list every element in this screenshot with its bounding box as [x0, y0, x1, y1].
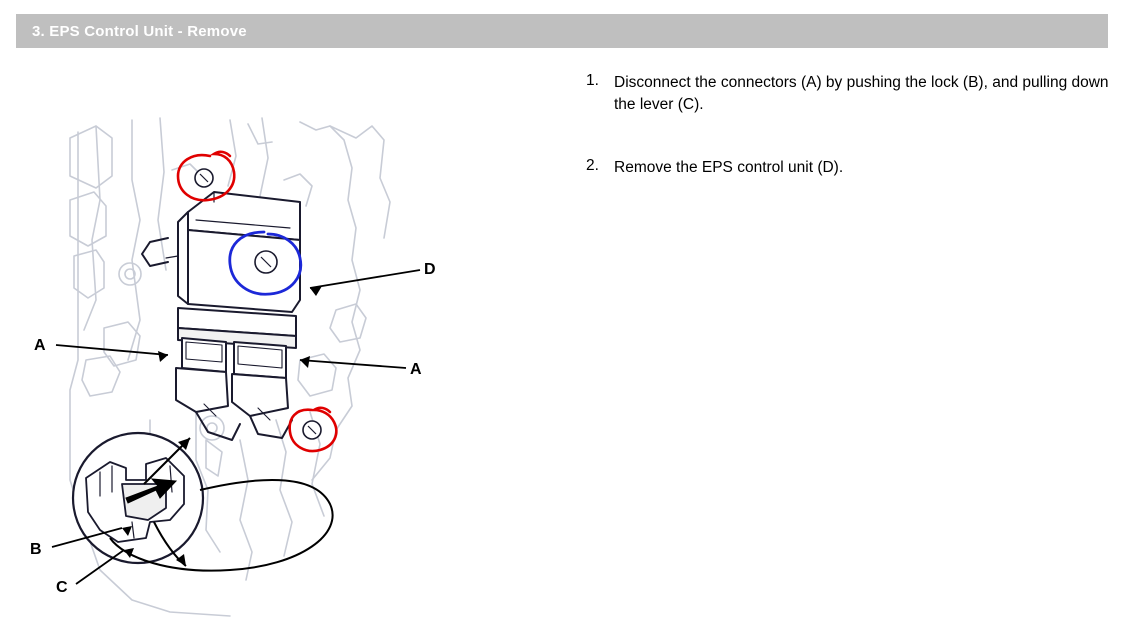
list-item	[586, 157, 1116, 179]
eps-control-unit-diagram	[0, 60, 580, 630]
callout-label-b: B	[30, 541, 42, 558]
instruction-number: 1.	[586, 72, 599, 89]
instruction-number: 2.	[586, 156, 599, 174]
instruction-text: Remove the EPS control unit (D).	[614, 158, 844, 176]
lock-lever-detail-inset	[73, 433, 203, 566]
instruction-list	[586, 72, 1116, 219]
section-header-bar	[16, 14, 1108, 48]
instruction-text: Disconnect the connectors (A) by pushing the lock (B), and pulling down the lever (C).	[614, 74, 1109, 114]
list-item	[586, 72, 1116, 117]
callout-label-c: C	[56, 579, 68, 596]
callout-label-d: D	[424, 261, 436, 278]
eps-control-unit-part	[142, 192, 300, 440]
callout-label-a-left: A	[34, 337, 46, 354]
callout-label-a-right: A	[410, 361, 422, 378]
page-title: 3. EPS Control Unit - Remove	[32, 22, 247, 40]
